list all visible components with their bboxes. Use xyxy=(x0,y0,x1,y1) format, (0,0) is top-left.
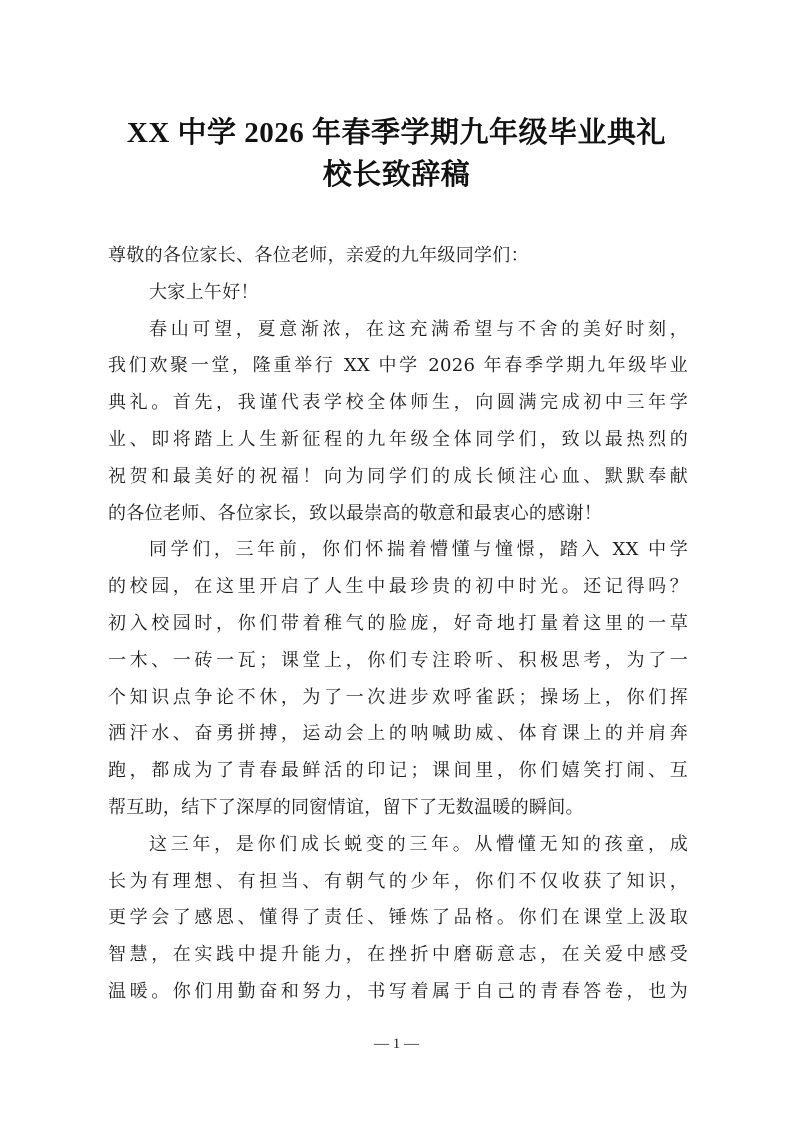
title-line-1: XX 中学 2026 年春季学期九年级毕业典礼 xyxy=(126,117,667,149)
text-line: 祝贺和最美好的祝福！向为同学们的成长倾注心血、默默奉献 xyxy=(108,465,688,487)
text-line: 帮互助，结下了深厚的同窗情谊，留下了无数温暖的瞬间。 xyxy=(108,796,584,818)
text-line: 同学们，三年前，你们怀揣着懵懂与憧憬，踏入 XX 中学 xyxy=(149,539,688,561)
text-line: 一木、一砖一瓦；课堂上，你们专注聆听、积极思考，为了一 xyxy=(108,649,688,671)
text-line: 业、即将踏上人生新征程的九年级全体同学们，致以最热烈的 xyxy=(108,428,688,450)
text-line: 更学会了感恩、懂得了责任、锤炼了品格。你们在课堂上汲取 xyxy=(108,907,688,929)
text-line: 的各位老师、各位家长，致以最崇高的敬意和最衷心的感谢！ xyxy=(108,502,603,524)
text-line: 温暖。你们用勤奋和努力，书写着属于自己的青春答卷，也为 xyxy=(108,980,688,1002)
text-line: 智慧，在实践中提升能力，在挫折中磨砺意志，在关爱中感受 xyxy=(108,944,688,966)
text-line: 长为有理想、有担当、有朝气的少年，你们不仅收获了知识， xyxy=(108,870,688,892)
text-line: 的校园，在这里开启了人生中最珍贵的初中时光。还记得吗？ xyxy=(108,576,688,598)
text-line: 洒汗水、奋勇拼搏，运动会上的呐喊助威、体育课上的并肩奔 xyxy=(108,723,688,745)
text-line: 春山可望，夏意渐浓，在这充满希望与不舍的美好时刻， xyxy=(149,318,688,340)
text-line: 这三年，是你们成长蜕变的三年。从懵懂无知的孩童，成 xyxy=(149,833,688,855)
text-line: 我们欢聚一堂，隆重举行 XX 中学 2026 年春季学期九年级毕业 xyxy=(108,355,688,377)
text-line: 跑，都成为了青春最鲜活的印记；课间里，你们嬉笑打闹、互 xyxy=(108,760,688,782)
title-line-2: 校长致辞稿 xyxy=(322,159,471,191)
speech-body xyxy=(108,238,688,1011)
document-title xyxy=(90,112,703,196)
text-line: 尊敬的各位家长、各位老师，亲爱的九年级同学们： xyxy=(108,245,529,266)
text-line: 个知识点争论不休，为了一次进步欢呼雀跃；操场上，你们挥 xyxy=(108,686,688,708)
page-number: — 1 — xyxy=(374,1036,419,1052)
text-line: 初入校园时，你们带着稚气的脸庞，好奇地打量着这里的一草 xyxy=(108,612,688,634)
text-line: 典礼。首先，我谨代表学校全体师生，向圆满完成初中三年学 xyxy=(108,392,688,414)
text-line: 大家上午好！ xyxy=(149,281,259,303)
